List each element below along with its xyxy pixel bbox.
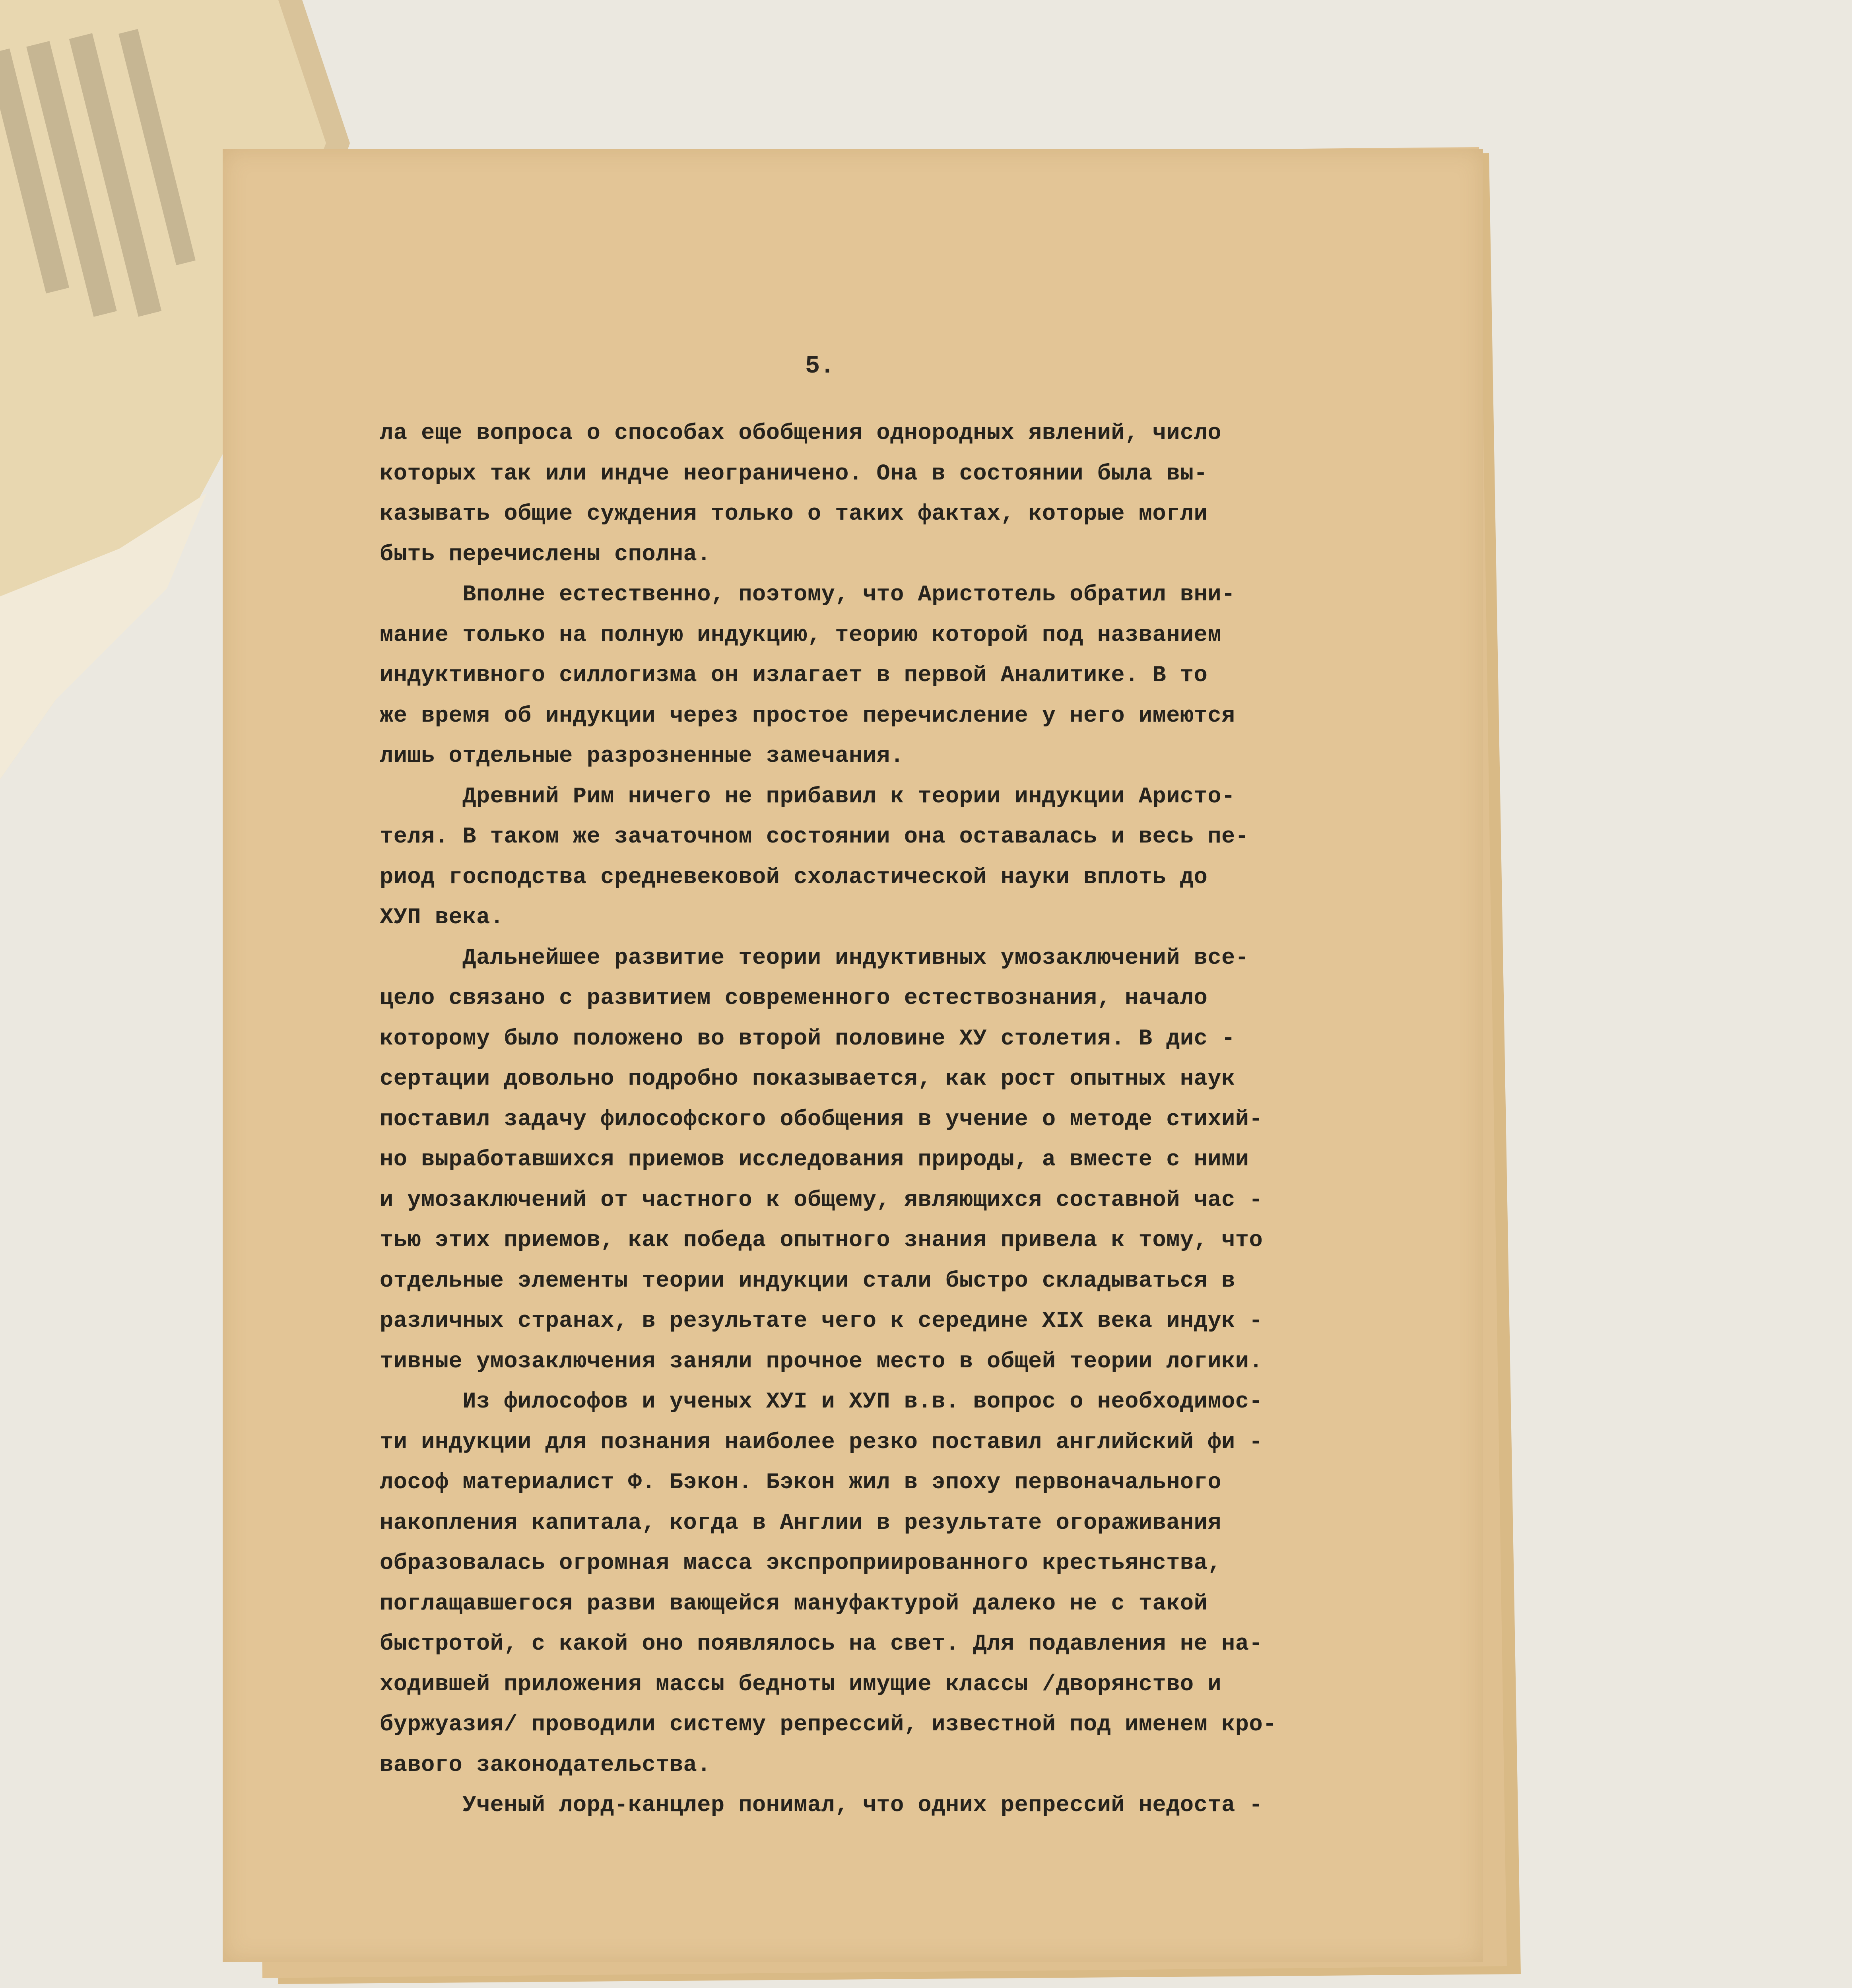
text-line: казывать общие суждения только о таких фактах, которые могли: [380, 501, 1208, 527]
text-line: но выработавшихся приемов исследования природы, а вместе с ними: [380, 1147, 1249, 1173]
text-line: и умозаключений от частного к общему, являющихся составной час -: [380, 1187, 1263, 1213]
text-line: быть перечислены сполна.: [380, 542, 711, 567]
text-line: буржуазия/ проводили систему репрессий, известной под именем кро-: [380, 1712, 1277, 1738]
text-line: индуктивного силлогизма он излагает в первой Аналитике. В то: [380, 663, 1208, 688]
text-line: которому было положено во второй половине ХУ столетия. В дис -: [380, 1026, 1235, 1052]
text-line: теля. В таком же зачаточном состоянии она оставалась и весь пе-: [380, 824, 1249, 850]
text-line: вавого законодательства.: [380, 1752, 711, 1778]
text-line: отдельные элементы теории индукции стали быстро складываться в: [380, 1268, 1235, 1294]
text-line: ла еще вопроса о способах обобщения однородных явлений, число: [380, 421, 1222, 446]
text-line: цело связано с развитием современного естествознания, начало: [380, 986, 1208, 1011]
text-line: ходившей приложения массы бедноты имущие классы /дворянство и: [380, 1672, 1222, 1697]
text-line: накопления капитала, когда в Англии в результате огораживания: [380, 1510, 1222, 1536]
text-line: быстротой, с какой оно появлялось на свет. Для подавления не на-: [380, 1631, 1263, 1657]
text-line: Дальнейшее развитие теории индуктивных умозаключений все-: [380, 945, 1249, 971]
text-line: же время об индукции через простое перечисление у него имеются: [380, 703, 1235, 729]
text-line: поглащавшегося разви вающейся мануфактурой далеко не с такой: [380, 1591, 1208, 1617]
text-line: лософ материалист Ф. Бэкон. Бэкон жил в эпоху первоначального: [380, 1470, 1222, 1495]
text-line: Из философов и ученых ХУI и ХУП в.в. вопрос о необходимос-: [380, 1389, 1263, 1415]
text-line: Древний Рим ничего не прибавил к теории индукции Аристо-: [380, 784, 1235, 810]
text-line: Ученый лорд-канцлер понимал, что одних репрессий недоста -: [380, 1793, 1263, 1818]
text-line: тью этих приемов, как победа опытного знания привела к тому, что: [380, 1228, 1263, 1253]
text-line: Вполне естественно, поэтому, что Аристотель обратил вни-: [380, 582, 1235, 608]
text-line: поставил задачу философского обобщения в учение о методе стихий-: [380, 1107, 1263, 1132]
text-line: ХУП века.: [380, 905, 504, 930]
text-line: сертации довольно подробно показывается, как рост опытных наук: [380, 1066, 1235, 1092]
text-line: риод господства средневековой схоластической науки вплоть до: [380, 864, 1208, 890]
typewritten-page: [223, 149, 1483, 1962]
text-line: различных странах, в результате чего к середине XIX века индук -: [380, 1309, 1263, 1334]
text-line: лишь отдельные разрозненные замечания.: [380, 744, 904, 769]
text-line: мание только на полную индукцию, теорию которой под названием: [380, 622, 1222, 648]
text-line: которых так или индче неограничено. Она в состоянии была вы-: [380, 461, 1208, 487]
text-line: ти индукции для познания наиболее резко поставил английский фи -: [380, 1429, 1263, 1455]
text-line: тивные умозаключения заняли прочное место в общей теории логики.: [380, 1349, 1263, 1375]
page-number: 5.: [805, 352, 835, 380]
body-text: [380, 414, 1453, 1826]
text-line: образовалась огромная масса экспроприированного крестьянства,: [380, 1551, 1222, 1576]
